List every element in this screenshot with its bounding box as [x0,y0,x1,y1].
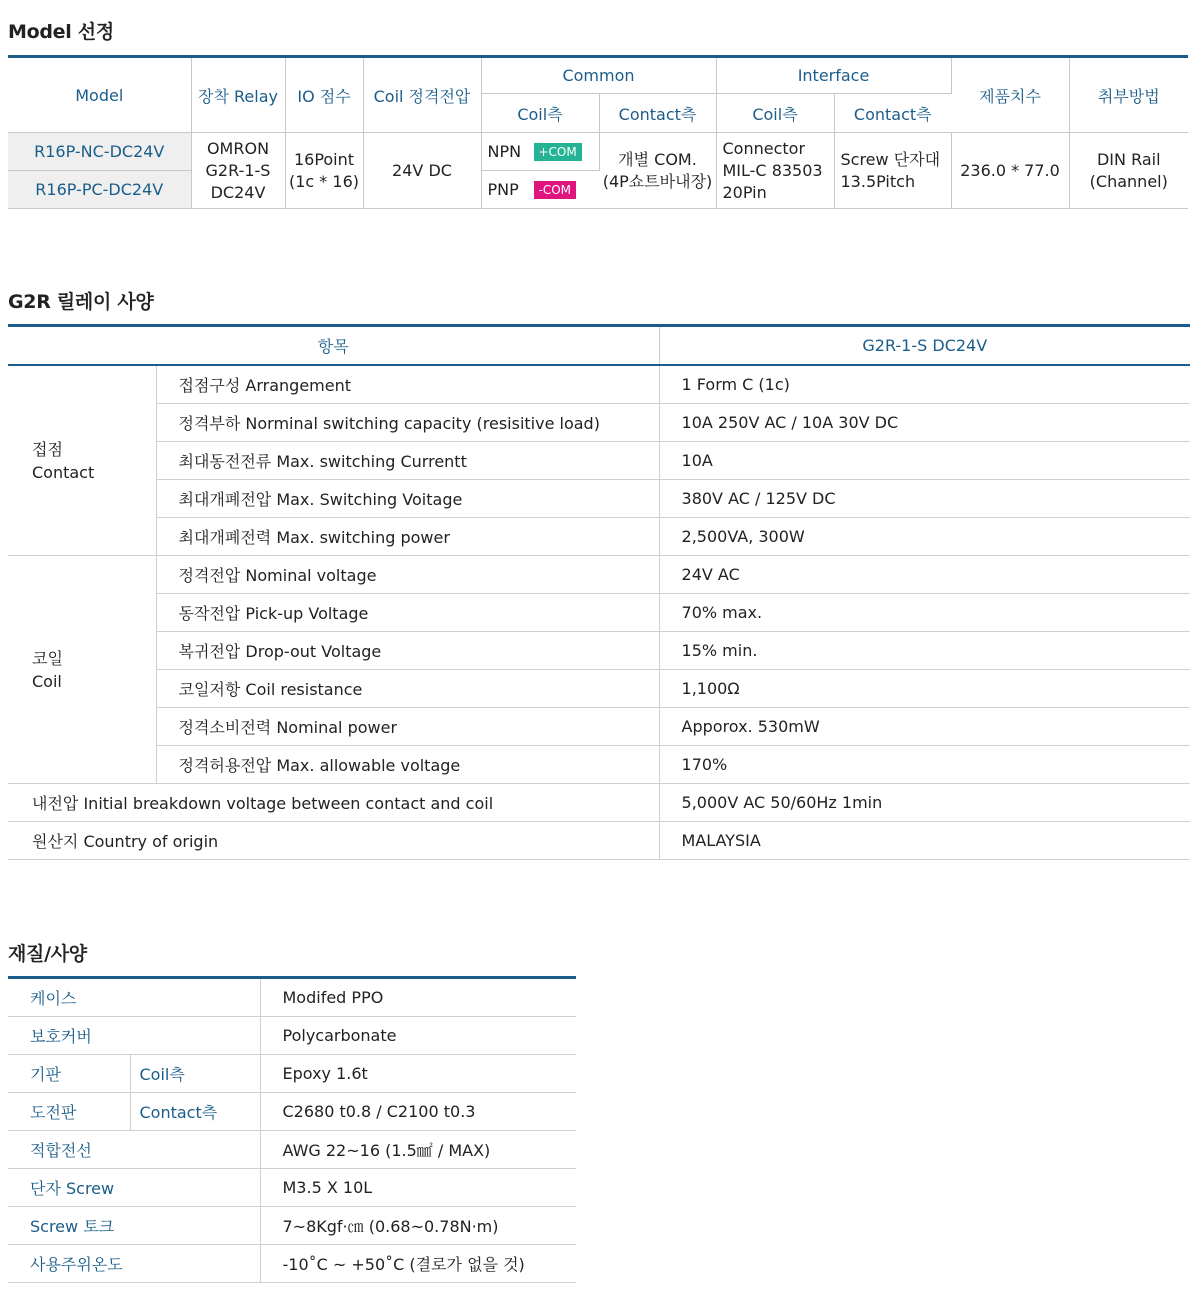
model-name-npn: R16P-NC-DC24V [8,133,191,171]
spec-value: 380V AC / 125V DC [659,480,1190,518]
relay-section-title: G2R 릴레이 사양 [8,291,154,313]
interface-contact-line: 13.5Pitch [840,171,916,191]
model-selection-table [8,55,1188,209]
mount-line: DIN Rail [1096,149,1161,169]
header-size: 제품치수 [951,57,1069,133]
model-name-pnp: R16P-PC-DC24V [8,171,191,209]
header-common: Common [481,57,716,94]
material-table [8,976,576,1283]
material-value: Polycarbonate [260,1017,576,1055]
contact-group-ko: 접점 [32,439,63,459]
spec-item: 최대개폐전력 Max. switching power [156,518,659,556]
material-value: 7~8Kgf·㎝ (0.68~0.78N·m) [260,1207,576,1245]
spec-item: 동작전압 Pick-up Voltage [156,594,659,632]
spec-item: 정격소비전력 Nominal power [156,708,659,746]
io-line: 16Point [293,149,355,169]
spec-value: 1 Form C (1c) [659,365,1190,404]
header-mount: 취부방법 [1069,57,1188,133]
spec-value: 15% min. [659,632,1190,670]
spec-item: 최대개폐전압 Max. Switching Voitage [156,480,659,518]
spec-value: 170% [659,746,1190,784]
header-value: G2R-1-S DC24V [659,326,1190,366]
material-value: C2680 t0.8 / C2100 t0.3 [260,1093,576,1131]
signal-type: PNP [487,179,519,199]
spec-item: 정격허용전압 Max. allowable voltage [156,746,659,784]
common-coil-pnp [481,171,599,209]
header-common-coil: Coil측 [481,94,599,133]
spec-item: 정격전압 Nominal voltage [156,556,659,594]
header-interface: Interface [716,57,951,94]
material-value: -10˚C ~ +50˚C (결로가 없을 것) [260,1245,576,1283]
spec-item: 최대동전전류 Max. switching Currentt [156,442,659,480]
common-coil-npn [481,133,599,171]
header-model: Model [8,57,191,133]
material-value: Modifed PPO [260,978,576,1017]
common-contact-cell [599,133,716,209]
spec-value: Apporox. 530mW [659,708,1190,746]
header-common-contact: Contact측 [599,94,716,133]
spec-item: 내전압 Initial breakdown voltage between contact and coil [8,784,659,822]
coil-group-ko: 코일 [32,648,63,668]
interface-coil-cell [716,133,834,209]
plus-com-badge: +COM [534,143,582,161]
interface-coil-line: Connector [722,138,806,158]
spec-item: 복귀전압 Drop-out Voltage [156,632,659,670]
material-label: 보호커버 [8,1017,260,1055]
spec-value: 2,500VA, 300W [659,518,1190,556]
material-section-title: 재질/사양 [8,943,87,965]
interface-contact-line: Screw 단자대 [840,149,941,169]
mount-line: (Channel) [1089,171,1168,191]
signal-type: NPN [487,141,522,161]
spec-value: 70% max. [659,594,1190,632]
io-line: (1c * 16) [289,171,359,191]
coil-group-en: Coil [32,671,62,691]
header-relay: 장착 Relay [191,57,285,133]
spec-value: 1,100Ω [659,670,1190,708]
contact-group-en: Contact [32,462,95,482]
minus-com-badge: -COM [534,181,577,199]
relay-line: DC24V [210,182,266,202]
header-interface-coil: Coil측 [716,94,834,133]
relay-cell [191,133,285,209]
spec-value: 5,000V AC 50/60Hz 1min [659,784,1190,822]
io-cell [285,133,363,209]
material-value: Epoxy 1.6t [260,1055,576,1093]
contact-group-label [8,365,156,556]
material-label: 사용주위온도 [8,1245,260,1283]
interface-coil-line: 20Pin [722,182,767,202]
header-interface-contact: Contact측 [834,94,951,133]
spec-item: 원산지 Country of origin [8,822,659,860]
interface-contact-cell [834,133,951,209]
spec-item: 코일저항 Coil resistance [156,670,659,708]
material-sublabel: Contact측 [130,1093,260,1131]
spec-value: 10A 250V AC / 10A 30V DC [659,404,1190,442]
header-coil-voltage: Coil 정격전압 [363,57,481,133]
spec-value: 10A [659,442,1190,480]
material-label: 케이스 [8,978,260,1017]
relay-line: OMRON [206,138,270,158]
relay-spec-table [8,324,1190,860]
common-contact-line: 개별 COM. [618,149,697,169]
mount-cell [1069,133,1188,209]
material-value: M3.5 X 10L [260,1169,576,1207]
spec-value: 24V AC [659,556,1190,594]
material-value: AWG 22~16 (1.5㎟ / MAX) [260,1131,576,1169]
material-label: 도전판 [8,1093,130,1131]
material-sublabel: Coil측 [130,1055,260,1093]
header-item: 항목 [8,326,659,366]
material-label: Screw 토크 [8,1207,260,1245]
material-label: 단자 Screw [8,1169,260,1207]
coil-voltage-cell: 24V DC [363,133,481,209]
material-label: 적합전선 [8,1131,260,1169]
spec-value: MALAYSIA [659,822,1190,860]
material-label: 기판 [8,1055,130,1093]
spec-item: 정격부하 Norminal switching capacity (resisitive load) [156,404,659,442]
relay-line: G2R-1-S [205,160,271,180]
spec-item: 접점구성 Arrangement [156,365,659,404]
common-contact-line: (4P쇼트바내장) [602,171,713,191]
coil-group-label [8,556,156,784]
header-io: IO 점수 [285,57,363,133]
interface-coil-line: MIL-C 83503 [722,160,823,180]
model-section-title: Model 선정 [8,21,114,43]
size-cell: 236.0 * 77.0 [951,133,1069,209]
